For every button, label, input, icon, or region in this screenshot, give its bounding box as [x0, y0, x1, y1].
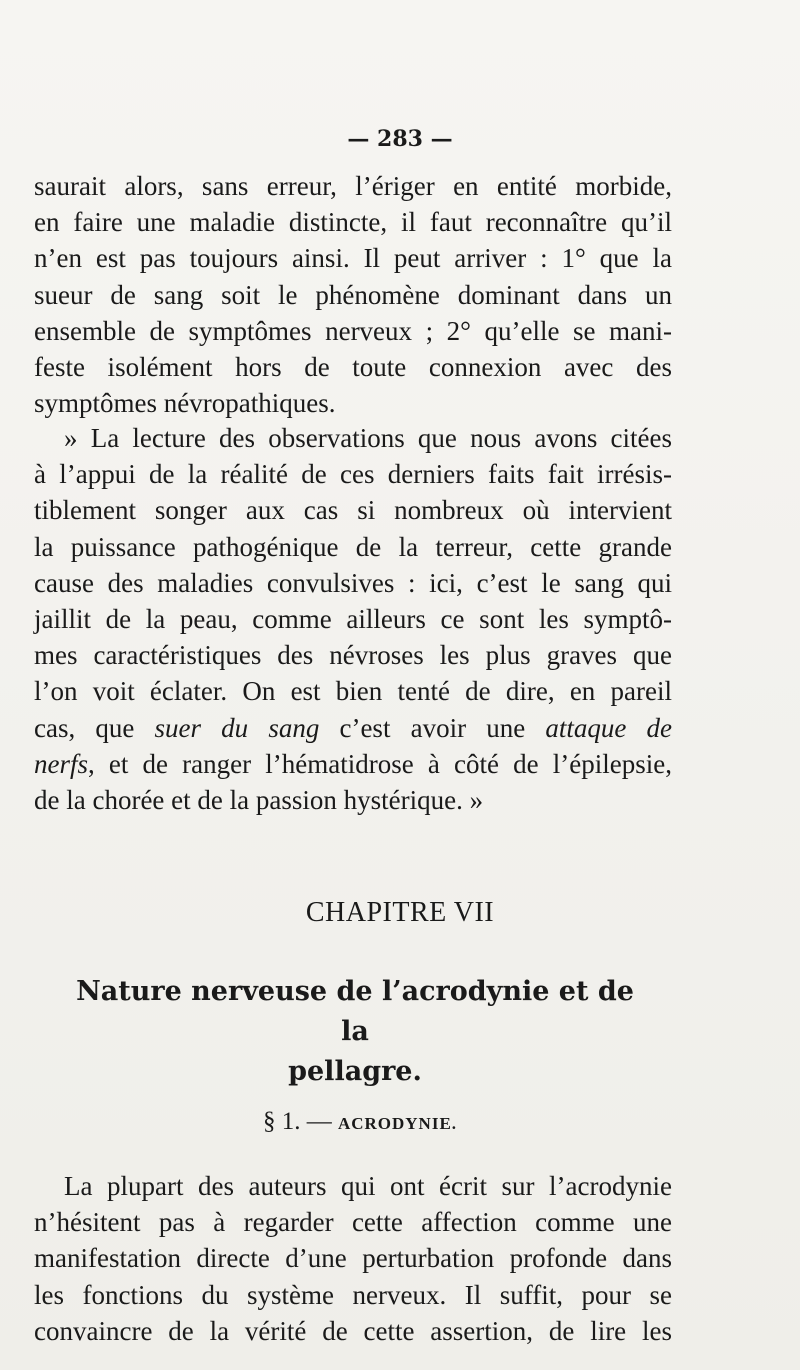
- paragraph-1: [34, 168, 672, 421]
- text-line: » La lecture des observations que nous avons citées: [64, 423, 672, 453]
- text-run: c’est avoir une: [319, 712, 546, 743]
- text-line: [34, 746, 672, 782]
- text-line: [34, 710, 672, 746]
- text-line: en faire une maladie distincte, il faut reconnaître qu’il: [34, 207, 672, 238]
- text-line: n’hésitent pas à regarder cette affection comme une: [34, 1207, 672, 1238]
- text-line: manifestation directe d’une perturbation profonde dans: [34, 1243, 672, 1274]
- paragraph-3: [34, 1168, 672, 1349]
- text-line: jaillit de la peau, comme ailleurs ce sont les symptô-: [34, 604, 672, 635]
- chapter-title: [60, 972, 650, 1092]
- text-line: La plupart des auteurs qui ont écrit sur l’acrodynie: [64, 1171, 672, 1201]
- text-line: tiblement songer aux cas si nombreux où intervient: [34, 495, 672, 526]
- text-line: mes caractéristiques des névroses les plus graves que: [34, 640, 672, 671]
- italic-phrase: suer du sang: [154, 712, 320, 743]
- text-line: l’on voit éclater. On est bien tenté de dire, en pareil: [34, 676, 672, 707]
- section-dash: —: [300, 1108, 338, 1135]
- text-line: ensemble de symptômes nerveux ; 2° qu’elle se mani-: [34, 315, 672, 346]
- text-line: sueur de sang soit le phénomène dominant dans un: [34, 279, 672, 310]
- text-line: saurait alors, sans erreur, l’ériger en entité morbide,: [34, 171, 672, 201]
- paragraph-2: [34, 420, 672, 818]
- italic-phrase: attaque de: [545, 712, 672, 743]
- text-line: convaincre de la vérité de cette assertion, de lire les: [34, 1315, 672, 1346]
- chapter-title-line: pellagre.: [288, 1056, 422, 1087]
- italic-phrase: nerfs: [34, 748, 88, 779]
- section-heading: [0, 1108, 720, 1136]
- text-line: la puissance pathogénique de la terreur, cette grande: [34, 531, 672, 562]
- text-run: , et de ranger l’hématidrose à côté de l’épilepsie,: [88, 748, 672, 779]
- text-run: cas, que: [34, 712, 155, 743]
- text-line: feste isolément hors de toute connexion avec des: [34, 352, 672, 383]
- text-line: à l’appui de la réalité de ces derniers faits fait irrésis-: [34, 459, 672, 490]
- page-number: — 283 —: [347, 126, 453, 152]
- text-line: n’en est pas toujours ainsi. Il peut arriver : 1° que la: [34, 243, 672, 274]
- section-title: ACRODYNIE.: [337, 1114, 458, 1133]
- chapter-heading: CHAPITRE VII: [305, 897, 495, 928]
- text-line: de la chorée et de la passion hystérique. »: [34, 785, 484, 816]
- text-line: les fonctions du système nerveux. Il suffit, pour se: [34, 1279, 672, 1310]
- section-number: § 1.: [262, 1108, 301, 1135]
- chapter-title-line: Nature nerveuse de l’acrodynie et de la: [76, 976, 634, 1047]
- text-line: symptômes névropathiques.: [34, 388, 336, 419]
- text-line: cause des maladies convulsives : ici, c’est le sang qui: [34, 567, 672, 598]
